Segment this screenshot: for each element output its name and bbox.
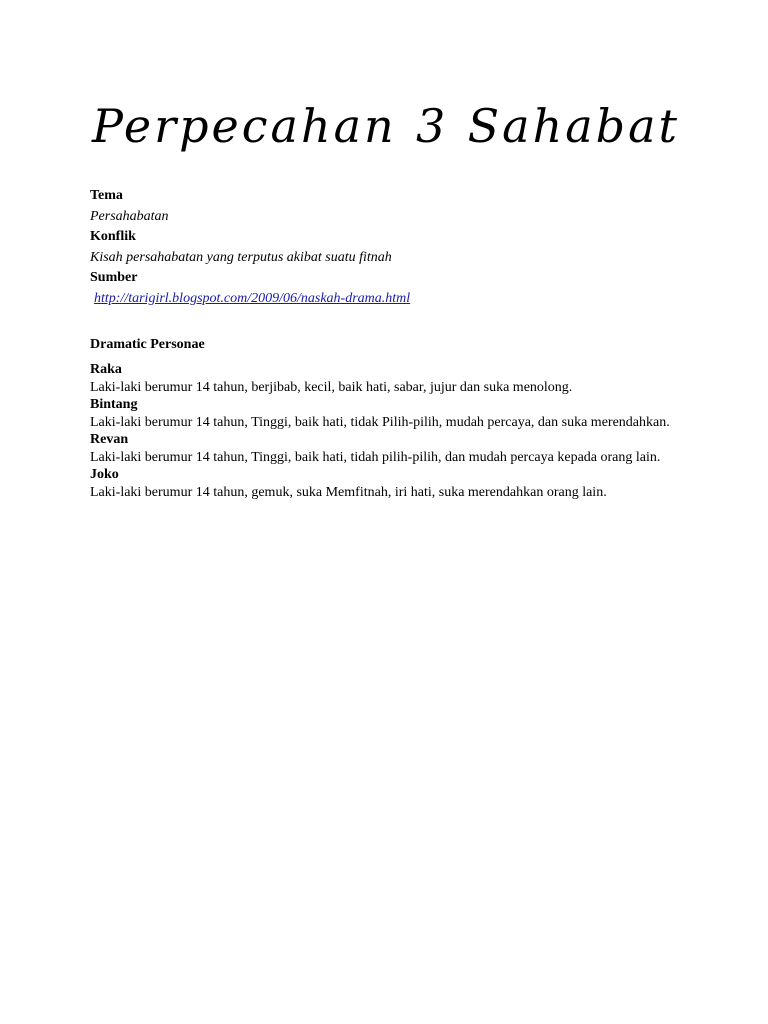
tema-value: Persahabatan (90, 208, 169, 224)
character-name: Raka (90, 362, 122, 377)
sumber-label: Sumber (90, 270, 138, 285)
document-title (92, 96, 680, 156)
sumber-link[interactable]: http://tarigirl.blogspot.com/2009/06/naskah-drama.html (94, 290, 411, 306)
konflik-label: Konflik (90, 229, 136, 244)
title-word-1: Perpecahan (92, 99, 397, 153)
character-description: Laki-laki berumur 14 tahun, Tinggi, baik hati, tidak Pilih-pilih, mudah percaya, dan suka merendahkan. (90, 414, 670, 430)
character-entry (90, 431, 678, 466)
character-name: Bintang (90, 397, 138, 412)
konflik-value: Kisah persahabatan yang terputus akibat suatu fitnah (90, 249, 392, 265)
document-meta (90, 186, 678, 309)
tema-label: Tema (90, 188, 123, 203)
title-word-3: Sahabat (467, 99, 680, 153)
character-name: Revan (90, 432, 129, 447)
character-entry (90, 361, 678, 396)
character-entry (90, 466, 678, 501)
character-entry (90, 396, 678, 431)
title-word-2: 3 (416, 99, 449, 153)
character-name: Joko (90, 467, 119, 482)
personae-heading: Dramatic Personae (90, 337, 205, 352)
sumber-row (90, 289, 678, 310)
dramatic-personae (90, 335, 678, 501)
character-description: Laki-laki berumur 14 tahun, gemuk, suka Memfitnah, iri hati, suka merendahkan orang lain. (90, 484, 607, 500)
character-description: Laki-laki berumur 14 tahun, Tinggi, baik hati, tidah pilih-pilih, dan mudah percaya kepada orang lain. (90, 449, 661, 465)
character-description: Laki-laki berumur 14 tahun, berjibab, kecil, baik hati, sabar, jujur dan suka menolong. (90, 379, 573, 395)
